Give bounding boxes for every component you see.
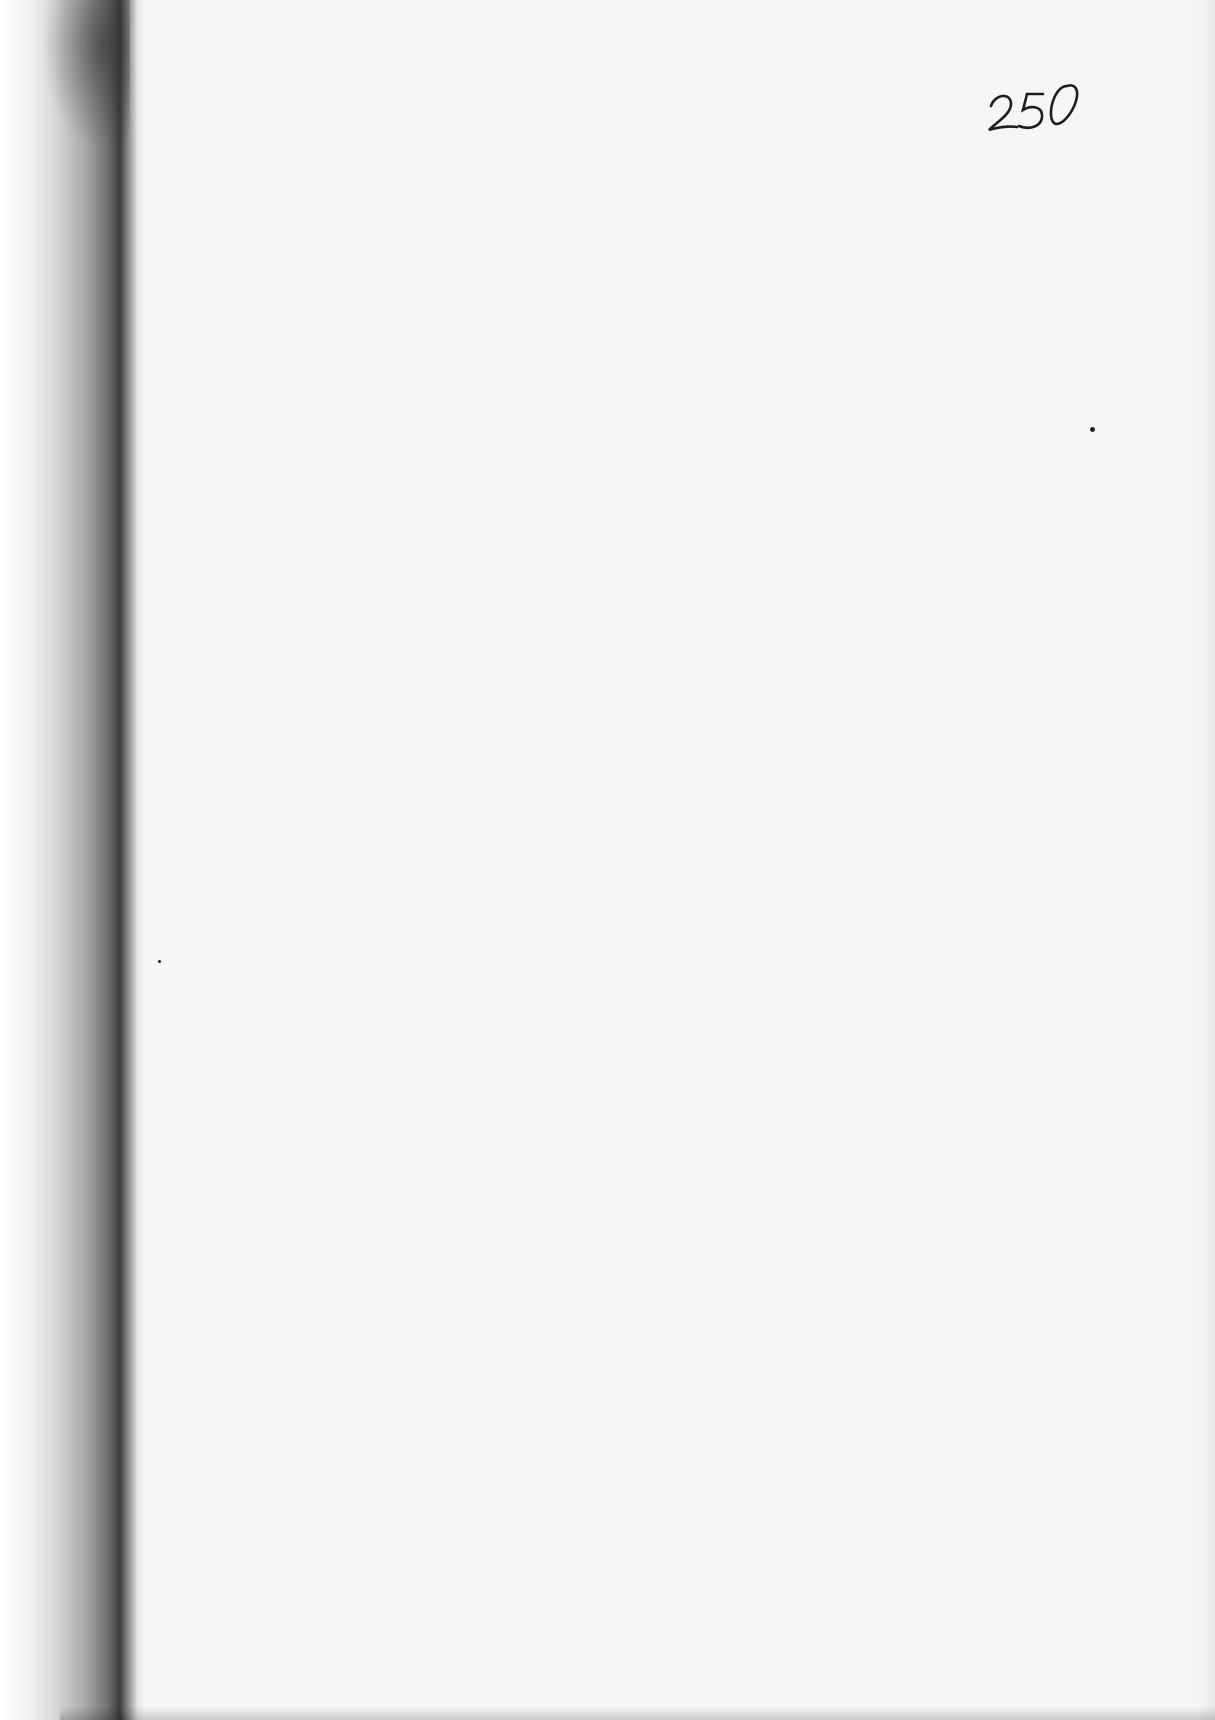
ink-speck (1090, 427, 1095, 432)
folio-handwriting (985, 72, 1095, 142)
handwritten-folio-number (985, 72, 1095, 142)
page-edge-bottom (60, 1706, 1215, 1720)
page-edge-right (1197, 0, 1215, 1720)
binding-shadow (0, 0, 145, 1720)
ink-speck (158, 960, 161, 963)
binding-stain (40, 0, 130, 150)
